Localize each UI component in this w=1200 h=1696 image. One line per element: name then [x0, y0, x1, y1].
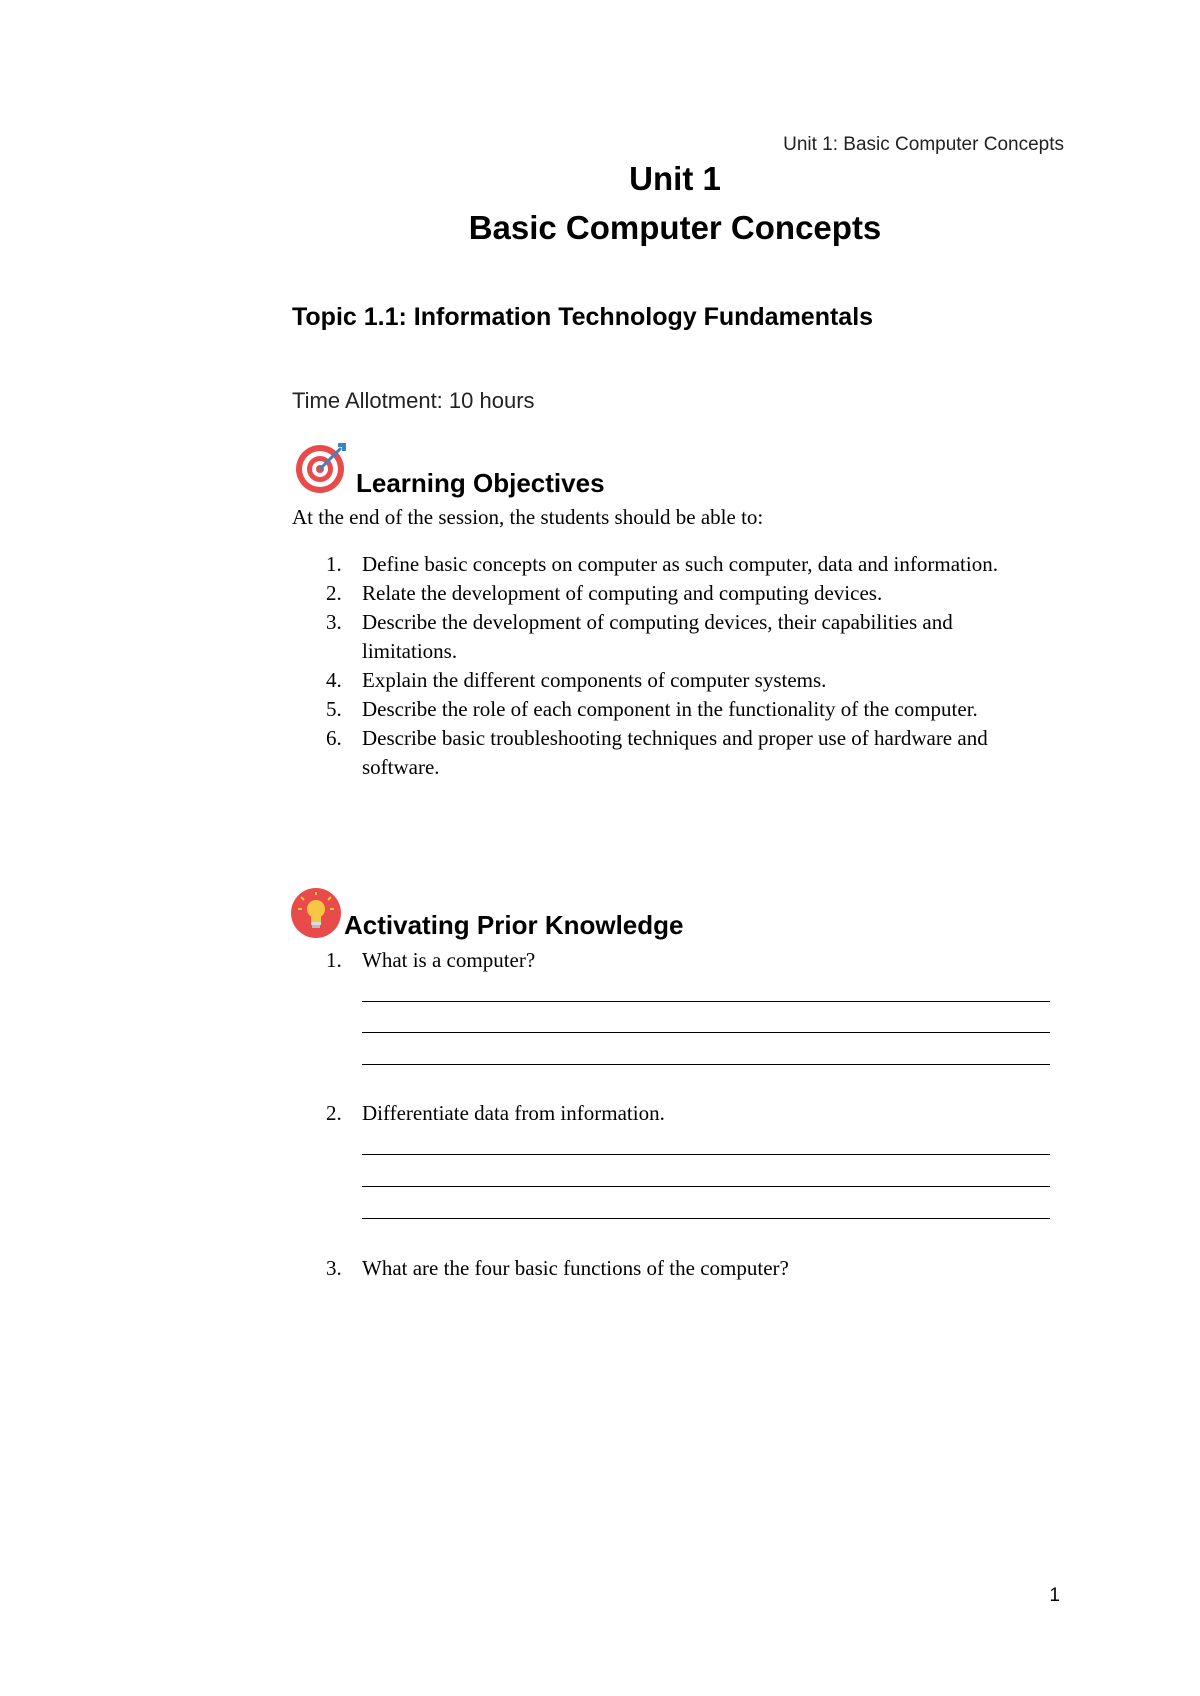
target-icon: [294, 439, 350, 495]
answer-line[interactable]: [362, 1218, 1050, 1219]
list-item: 3. Describe the development of computing devices, their capabilities and limitations.: [326, 610, 953, 663]
page-number: 1: [1049, 1585, 1060, 1606]
unit-name-title: Basic Computer Concepts: [468, 209, 882, 246]
unit-number-title: Unit 1: [629, 160, 721, 197]
topic-title: Topic 1.1: Information Technology Fundamentals: [292, 303, 874, 331]
lightbulb-icon: [290, 887, 342, 939]
objectives-intro: At the end of the session, the students should be able to:: [292, 505, 764, 529]
list-item: 5. Describe the role of each component in the functionality of the computer.: [326, 697, 978, 721]
answer-line[interactable]: [362, 1001, 1050, 1002]
list-item: 4. Explain the different components of computer systems.: [326, 668, 827, 692]
time-allotment: Time Allotment: 10 hours: [292, 388, 535, 413]
list-item: 1. Define basic concepts on computer as such computer, data and information.: [326, 552, 998, 576]
answer-line[interactable]: [362, 1154, 1050, 1155]
answer-line[interactable]: [362, 1186, 1050, 1187]
answer-line[interactable]: [362, 1032, 1050, 1033]
list-item: 2. Relate the development of computing and computing devices.: [326, 581, 883, 605]
running-header: Unit 1: Basic Computer Concepts: [783, 134, 1064, 155]
list-item: 6. Describe basic troubleshooting techniques and proper use of hardware and software.: [326, 726, 988, 779]
learning-objectives-heading: Learning Objectives: [356, 468, 605, 498]
objectives-list: [292, 550, 1052, 782]
answer-line[interactable]: [362, 1064, 1050, 1065]
prior-knowledge-heading: Activating Prior Knowledge: [344, 910, 684, 940]
